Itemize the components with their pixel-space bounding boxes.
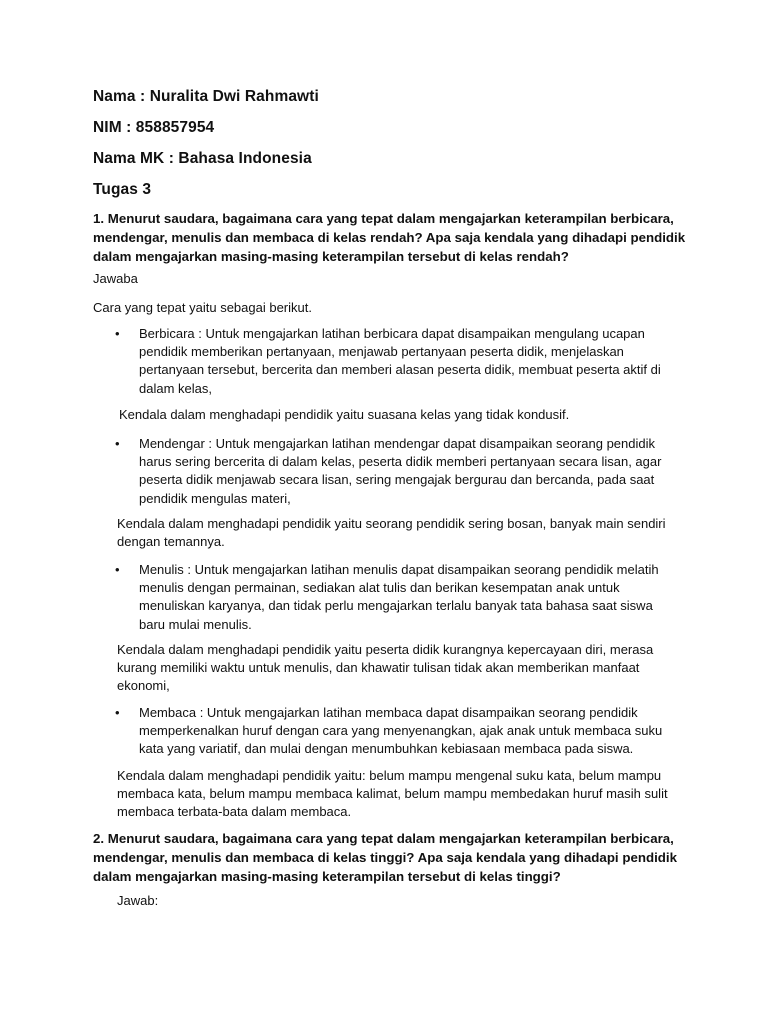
bullet-marker: • bbox=[115, 705, 120, 720]
bullet-marker: • bbox=[115, 436, 120, 451]
bullet-marker: • bbox=[115, 562, 120, 577]
kendala-berbicara: Kendala dalam menghadapi pendidik yaitu suasana kelas yang tidak kondusif. bbox=[119, 407, 570, 422]
student-name-line: Nama : Nuralita Dwi Rahmawti bbox=[93, 88, 319, 105]
list-item-membaca: Membaca : Untuk mengajarkan latihan membaca dapat disampaikan seorang pendidik memperkenalkan huruf dengan cara yang menyenangkan, ajak anak untuk membaca suku kata yang variatif, dan mulai dengan menumbuhkan kebiasaan membaca pada siswa. bbox=[139, 705, 663, 757]
kendala-menulis: Kendala dalam menghadapi pendidik yaitu peserta didik kurangnya kepercayaan diri, merasa kurang memiliki waktu untuk menulis, dan khawatir tulisan tidak akan memberikan manfaat ekonomi, bbox=[117, 642, 654, 694]
answer-1-intro: Cara yang tepat yaitu sebagai berikut. bbox=[93, 300, 312, 315]
kendala-mendengar: Kendala dalam menghadapi pendidik yaitu seorang pendidik sering bosan, banyak main sendiri dengan temannya. bbox=[117, 516, 666, 550]
list-item-menulis: Menulis : Untuk mengajarkan latihan menulis dapat disampaikan seorang pendidik melatih menulis dengan permainan, sediakan alat tulis dan berikan kesempatan anak untuk menuliskan karyanya, dan tidak perlu mengajarkan terlalu banyak tata bahasa saat siswa baru mulai menulis. bbox=[139, 562, 659, 632]
course-name-line: Nama MK : Bahasa Indonesia bbox=[93, 150, 312, 167]
list-item-berbicara: Berbicara : Untuk mengajarkan latihan berbicara dapat disampaikan mengulang ucapan pendidik memberikan pertanyaan, menjawab pertanyaan peserta didik, menjelaskan pertanyaan tersebut, bercerita dan memberi alasan peserta didik, membuat peserta aktif di dalam kelas, bbox=[139, 326, 661, 396]
answer-2-label: Jawab: bbox=[117, 893, 159, 908]
student-nim-line: NIM : 858857954 bbox=[93, 119, 215, 136]
answer-1-label: Jawaba bbox=[93, 271, 138, 286]
list-item-mendengar: Mendengar : Untuk mengajarkan latihan mendengar dapat disampaikan seorang pendidik harus sering bercerita di dalam kelas, peserta didik memberi pertanyaan secara lisan, agar peserta didik menjawab secara lisan, sering mengajak bergurau dan bercanda, pada saat pendidik mengulas materi, bbox=[139, 436, 662, 506]
task-title: Tugas 3 bbox=[93, 181, 152, 198]
kendala-membaca: Kendala dalam menghadapi pendidik yaitu: belum mampu mengenal suku kata, belum mampu membaca kata, belum mampu membaca kalimat, belum mampu membedakan huruf masih sulit membaca terbata-bata dalam membaca. bbox=[117, 768, 668, 820]
question-1: 1. Menurut saudara, bagaimana cara yang tepat dalam mengajarkan keterampilan berbicara, mendengar, menulis dan membaca di kelas rendah? Apa saja kendala yang dihadapi pendidik dalam mengajarkan masing-masing keterampilan tersebut di kelas rendah? bbox=[93, 211, 686, 264]
question-2: 2. Menurut saudara, bagaimana cara yang tepat dalam mengajarkan keterampilan berbicara, mendengar, menulis dan membaca di kelas tinggi? Apa saja kendala yang dihadapi pendidik dalam mengajarkan masing-masing keterampilan tersebut di kelas tinggi? bbox=[93, 831, 677, 884]
bullet-marker: • bbox=[115, 326, 120, 341]
